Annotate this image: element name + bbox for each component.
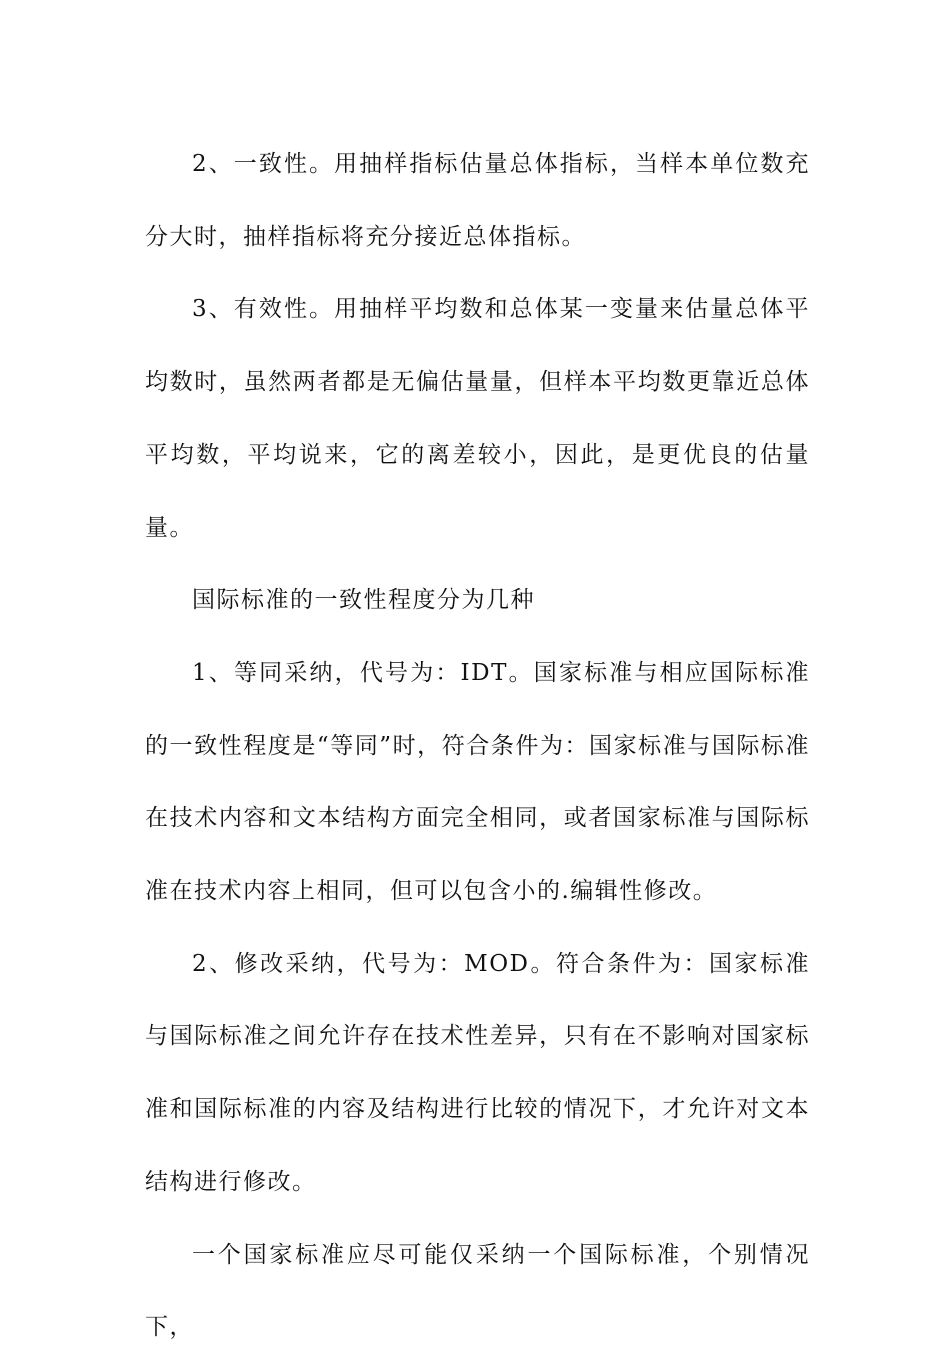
paragraph-idt: 1、等同采纳，代号为：IDT。国家标准与相应国际标准的一致性程度是“等同”时，符合条件为：国家标准与国际标准在技术内容和文本结构方面完全相同，或者国家标准与国际标准在技术内容上相同，但可以包含小的.编辑性修改。 <box>145 659 810 905</box>
paragraph-mod: 2、修改采纳，代号为：MOD。符合条件为：国家标准与国际标准之间允许存在技术性差异，只有在不影响对国家标准和国际标准的内容及结构进行比较的情况下，才允许对文本结构进行修改。 <box>145 950 810 1195</box>
paragraph-single-standard: 一个国家标准应尽可能仅采纳一个国际标准，个别情况下， <box>145 1241 810 1341</box>
paragraph-consistency: 2、一致性。用抽样指标估量总体指标，当样本单位数充分大时，抽样指标将充分接近总体指标。 <box>145 151 810 250</box>
document-body <box>145 128 810 1364</box>
section-heading-standard-consistency: 国际标准的一致性程度分为几种 <box>192 587 535 614</box>
paragraph-efficiency: 3、有效性。用抽样平均数和总体某一变量来估量总体平均数时，虽然两者都是无偏估量量，但样本平均数更靠近总体平均数，平均说来，它的离差较小，因此，是更优良的估量量。 <box>145 296 810 541</box>
